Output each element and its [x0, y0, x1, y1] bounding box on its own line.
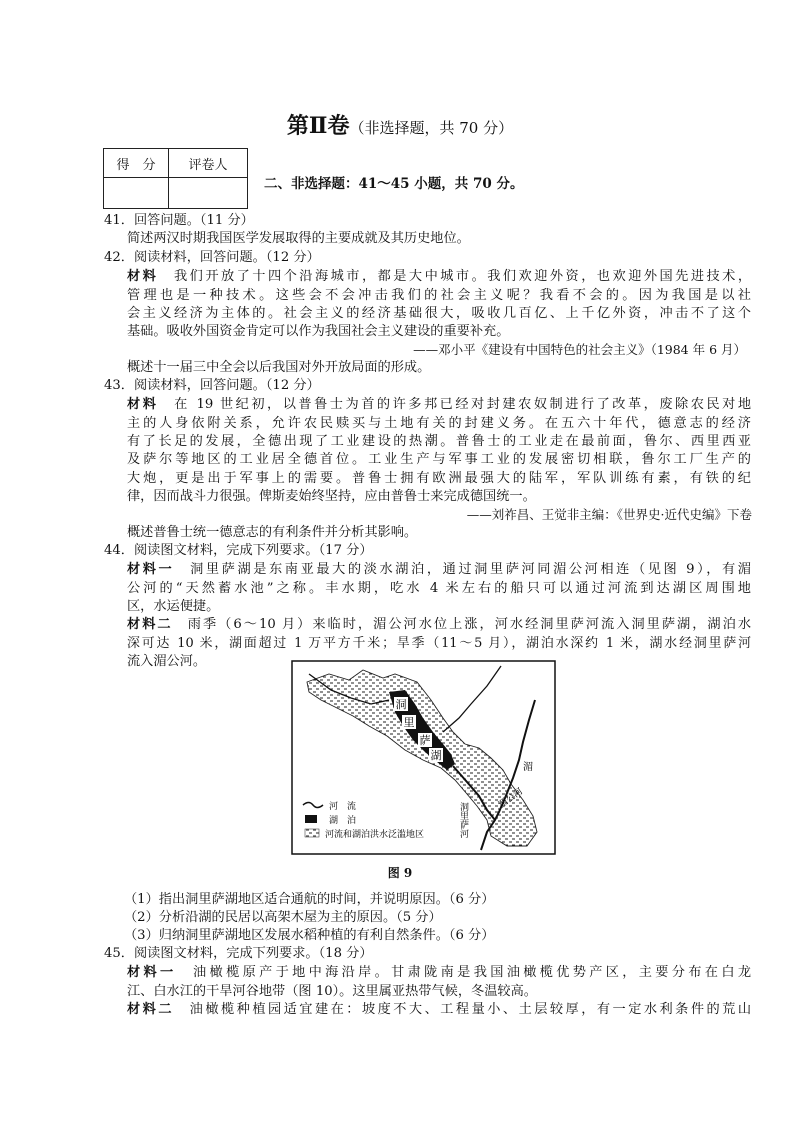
lake-char-4: 湖	[430, 749, 442, 762]
q43-material-line-1: 材料 在 19 世纪初，以普鲁士为首的许多邦已经对封建农奴制进行了改革，废除农民对地	[127, 397, 752, 412]
q44-sub-2: （2）分析沿湖的民居以高架木屋为主的原因。（5 分）	[124, 910, 442, 925]
lake-char-1: 洞	[395, 698, 407, 711]
figure-9-caption: 图 9	[387, 866, 413, 880]
q45-heading: 45．阅读图文材料，完成下列要求。（18 分）	[104, 946, 373, 961]
lake-char-3: 萨	[419, 734, 431, 747]
q44-material2-label: 材料二	[127, 617, 173, 632]
score-header: 得 分	[104, 149, 169, 178]
q44-material1-label: 材料一	[127, 562, 175, 577]
q44-material1-line-3: 区，水运便捷。	[127, 599, 220, 614]
mekong-label-top: 湄	[523, 762, 533, 773]
q44-sub-1: （1）指出洞里萨湖地区适合通航的时间，并说明原因。（6 分）	[124, 892, 495, 907]
q45-material1-line-2: 江、白水江的干旱河谷地带（图 10）。这里属亚热带气候，冬温较高。	[127, 984, 537, 999]
q43-heading: 43．阅读材料，回答问题。（12 分）	[104, 378, 320, 393]
q45-material2-line-1: 材料二 油橄榄种植园适宜建在：坡度不大、工程量小、土层较厚，有一定水利条件的荒山	[127, 1002, 752, 1017]
q44-material1-line-2: 公河的“天然蓄水池”之称。丰水期，吃水 4 米左右的船只可以通过河流到达湖区周围地	[127, 581, 751, 596]
legend-river: 河 流	[329, 802, 357, 812]
q43-material-line-5: 大炮，更是出于军事上的需要。普鲁士拥有欧洲最强大的陆军，军队训练有素，有铁的纪	[127, 471, 751, 486]
score-table	[103, 148, 248, 209]
q43-material-line-6: 律，因而战斗力很强。俾斯麦始终坚持，应由普鲁士来完成德国统一。	[127, 489, 536, 504]
q41-heading: 41．回答问题。（11 分）	[104, 213, 254, 228]
legend-flood-symbol	[305, 829, 319, 837]
score-cell[interactable]	[104, 178, 169, 209]
lake-char-2: 里	[403, 716, 415, 729]
q43-material-label: 材料	[127, 397, 159, 412]
q42-source: ——邓小平《建设有中国特色的社会主义》（1984 年 6 月）	[413, 342, 746, 357]
q42-material-line-3: 会主义经济为主体的。社会主义的经济基础很大，吸收几百亿、上千亿外资，冲击不了这个	[127, 306, 751, 321]
q43-question: 概述普鲁士统一德意志的有利条件并分析其影响。	[127, 525, 418, 540]
q44-material2-line-3: 流入湄公河。	[127, 654, 207, 669]
q44-material1-line-1: 材料一 洞里萨湖是东南亚最大的淡水湖泊，通过洞里萨河同湄公河相连（见图 9），有湄	[127, 562, 751, 577]
legend-lake: 湖 泊	[329, 816, 357, 826]
q42-material-line-2: 管理也是一种技术。这些会不会冲击我们的社会主义呢？我看不会的。因为我国是以社	[127, 288, 751, 303]
q42-heading: 42．阅读材料，回答问题。（12 分）	[104, 250, 320, 265]
legend-lake-symbol	[305, 815, 317, 823]
part-subtitle: （非选择题，共 70 分）	[349, 119, 514, 137]
q43-source: ——刘祚昌、王觉非主编：《世界史·近代史编》下卷	[466, 507, 752, 522]
q45-material1-line-1: 材料一 油橄榄原产于地中海沿岸。甘肃陇南是我国油橄榄优势产区，主要分布在白龙	[127, 965, 752, 980]
q42-material-line-4: 基础。吸收外国资金肯定可以作为我国社会主义建设的重要补充。	[127, 324, 510, 339]
q43-material-line-2: 主的人身依附关系，允许农民赎买与土地有关的封建义务。在五六十年代，德意志的经济	[127, 416, 751, 431]
q44-sub-3: （3）归纳洞里萨湖地区发展水稻种植的有利自然条件。（6 分）	[124, 928, 495, 943]
q41-text: 简述两汉时期我国医学发展取得的主要成就及其历史地位。	[127, 231, 470, 246]
q42-question: 概述十一届三中全会以后我国对外开放局面的形成。	[127, 360, 431, 375]
grader-header: 评卷人	[169, 149, 248, 178]
part-title: 第Ⅱ卷	[286, 113, 350, 139]
legend-flood: 河流和湖泊洪水泛滥地区	[325, 830, 425, 840]
grader-cell[interactable]	[169, 178, 248, 209]
q45-material2-label: 材料二	[127, 1002, 174, 1017]
tonle-sap-river-label: 洞里萨河	[458, 802, 468, 838]
figure-9-map	[291, 660, 556, 855]
q44-material2-line-1: 材料二 雨季（6～10 月）来临时，湄公河水位上涨，河水经洞里萨河流入洞里萨湖，湖泊水	[127, 617, 752, 632]
page-title	[0, 109, 800, 140]
q43-material-line-3: 有了长足的发展，全德出现了工业建设的热潮。普鲁士的工业走在最前面，鲁尔、西里西亚	[127, 434, 751, 449]
q43-material-line-4: 及萨尔等地区的工业居全德首位。工业生产与军事工业的发展密切相联，鲁尔工厂生产的	[127, 452, 751, 467]
q44-heading: 44．阅读图文材料，完成下列要求。（17 分）	[104, 543, 373, 558]
q45-material1-label: 材料一	[127, 965, 177, 980]
q42-material-line-1: 材料 我们开放了十四个沿海城市，都是大中城市。我们欢迎外资，也欢迎外国先进技术，	[127, 269, 752, 284]
q42-material-label: 材料	[127, 269, 159, 284]
section-heading: 二、非选择题：41～45 小题，共 70 分。	[264, 176, 524, 192]
mekong-river-label: 湄公河	[496, 786, 525, 811]
q44-material2-line-2: 深可达 10 米，湖面超过 1 万平方千米；旱季（11～5 月），湖泊水深约 1 米，湖水经洞里萨河	[127, 636, 751, 651]
